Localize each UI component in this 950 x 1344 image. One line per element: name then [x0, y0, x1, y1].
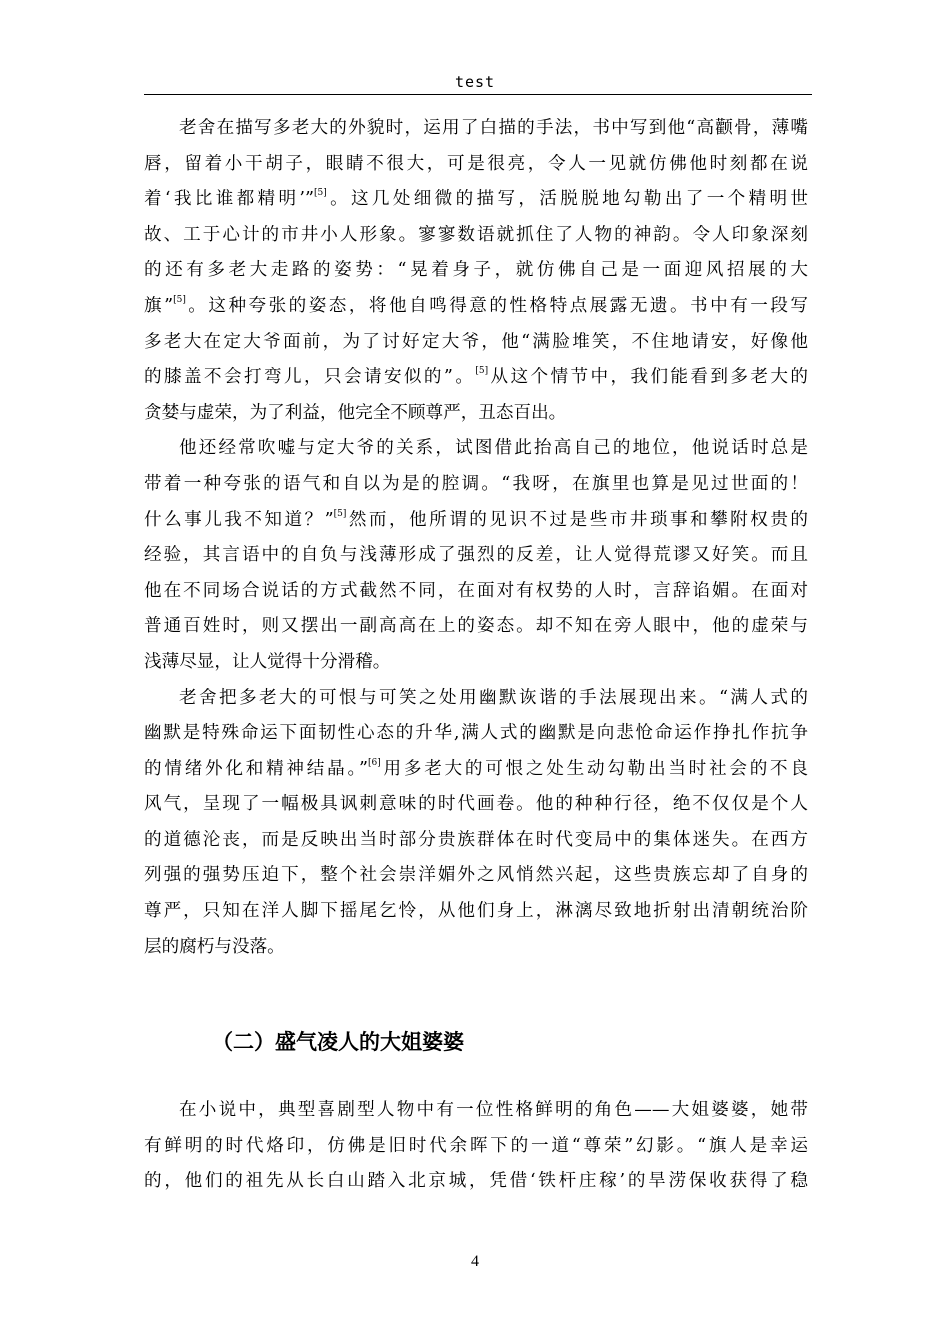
text-run: 风气，呈现了一幅极具讽刺意味的时代画卷。他的种种行径，绝不仅仅是个人: [144, 794, 808, 815]
text-run: 。这种夸张的姿态，将他自鸣得意的性格特点展露无遗。书中有一段写: [185, 295, 808, 316]
text-run: 用多老大的可恨之处生动勾勒出当时社会的不良: [380, 758, 808, 779]
text-run: 贪婪与虚荣，为了利益，他完全不顾尊严，丑态百出。: [144, 402, 567, 423]
paragraph: [144, 681, 808, 966]
text-line: [144, 538, 808, 574]
paragraph: [144, 111, 808, 431]
citation-ref: [5]: [333, 508, 347, 519]
text-run: 他在不同场合说话的方式截然不同，在面对有权势的人时，言辞谄媚。在面对: [144, 580, 808, 601]
text-line: [144, 1129, 808, 1165]
text-line: [144, 147, 808, 183]
text-line: [144, 609, 808, 645]
header-rule: [144, 94, 812, 95]
body-text: [144, 111, 808, 965]
text-run: 带着一种夸张的语气和自以为是的腔调。“我呀，在旗里也算是见过世面的！: [144, 473, 808, 494]
text-line: [144, 503, 808, 539]
text-line: [144, 218, 808, 254]
citation-ref: [5]: [313, 188, 327, 199]
text-line: [144, 325, 808, 361]
text-line: [144, 930, 808, 966]
text-line: [144, 1164, 808, 1200]
text-line: [144, 894, 808, 930]
text-line: [144, 396, 808, 432]
text-line: [144, 681, 808, 717]
citation-ref: [6]: [368, 757, 381, 768]
text-run: 在小说中，典型喜剧型人物中有一位性格鲜明的角色——大姐婆婆，她带: [179, 1100, 808, 1120]
text-line: [144, 111, 808, 147]
text-line: [144, 360, 808, 396]
text-run: 的道德沦丧，而是反映出当时部分贵族群体在时代变局中的集体迷失。在西方: [144, 829, 808, 850]
text-run: 幽默是特殊命运下面韧性心态的升华,满人式的幽默是向悲怆命运作挣扎作抗争: [144, 723, 808, 744]
text-line: [144, 431, 808, 467]
text-line: [144, 182, 808, 218]
text-run: 的情绪外化和精神结晶。”: [144, 758, 368, 779]
text-run: 普通百姓时，则又摆出一副高高在上的姿态。却不知在旁人眼中，他的虚荣与: [144, 616, 808, 637]
text-run: 。这几处细微的描写，活脱脱地勾勒出了一个精明世: [326, 189, 808, 210]
text-line: [144, 752, 808, 788]
page-number: 4: [471, 1253, 479, 1270]
text-run: 老舍把多老大的可恨与可笑之处用幽默诙谐的手法展现出来。“满人式的: [179, 687, 808, 708]
text-run: 什么事儿我不知道？”: [144, 509, 334, 530]
text-run: 浅薄尽显，让人觉得十分滑稽。: [144, 651, 391, 672]
text-line: [144, 716, 808, 752]
text-run: 尊严，只知在洋人脚下摇尾乞怜，从他们身上，淋漓尽致地折射出清朝统治阶: [144, 901, 808, 922]
text-run: 从这个情节中，我们能看到多老大的: [488, 367, 808, 388]
text-run: 经验，其言语中的自负与浅薄形成了强烈的反差，让人觉得荒谬又好笑。而且: [144, 545, 808, 566]
text-run: 故、工于心计的市井小人形象。寥寥数语就抓住了人物的神韵。令人印象深刻: [144, 224, 808, 245]
section-heading: （二）盛气凌人的大姐婆婆: [212, 1030, 464, 1054]
text-line: [144, 574, 808, 610]
text-line: [144, 289, 808, 325]
text-line: [144, 467, 808, 503]
text-line: [144, 645, 808, 681]
text-run: 着‘我比谁都精明’”: [144, 189, 314, 210]
text-line: [144, 787, 808, 823]
paragraph: [144, 1093, 808, 1200]
text-line: [144, 858, 808, 894]
text-run: 老舍在描写多老大的外貌时，运用了白描的手法，书中写到他“高颧骨，薄嘴: [179, 118, 808, 138]
text-run: 的，他们的祖先从长白山踏入北京城，凭借‘铁杆庄稼’的旱涝保收获得了稳: [144, 1171, 808, 1192]
text-line: [144, 253, 808, 289]
text-run: 的膝盖不会打弯儿，只会请安似的”。: [144, 367, 476, 388]
text-run: 旗”: [144, 295, 174, 316]
running-header: test: [454, 73, 496, 91]
text-run: 他还经常吹嘘与定大爷的关系，试图借此抬高自己的地位，他说话时总是: [179, 438, 808, 459]
text-run: 多老大在定大爷面前，为了讨好定大爷，他“满脸堆笑，不住地请安，好像他: [144, 331, 808, 352]
text-run: 列强的强势压迫下，整个社会崇洋媚外之风悄然兴起，这些贵族忘却了自身的: [144, 865, 808, 886]
text-run: 然而，他所谓的见识不过是些市井琐事和攀附权贵的: [346, 509, 808, 530]
citation-ref: [5]: [173, 294, 186, 305]
text-line: [144, 823, 808, 859]
citation-ref: [5]: [475, 366, 489, 377]
text-run: 有鲜明的时代烙印，仿佛是旧时代余晖下的一道“尊荣”幻影。“旗人是幸运: [144, 1135, 808, 1156]
text-run: 的还有多老大走路的姿势：“晃着身子，就仿佛自己是一面迎风招展的大: [144, 260, 808, 281]
paragraph: [144, 431, 808, 680]
text-run: 层的腐朽与没落。: [144, 936, 285, 957]
body-text-continued: [144, 1093, 808, 1200]
text-line: [144, 1093, 808, 1129]
text-run: 唇，留着小干胡子，眼睛不很大，可是很亮，令人一见就仿佛他时刻都在说: [144, 153, 808, 174]
